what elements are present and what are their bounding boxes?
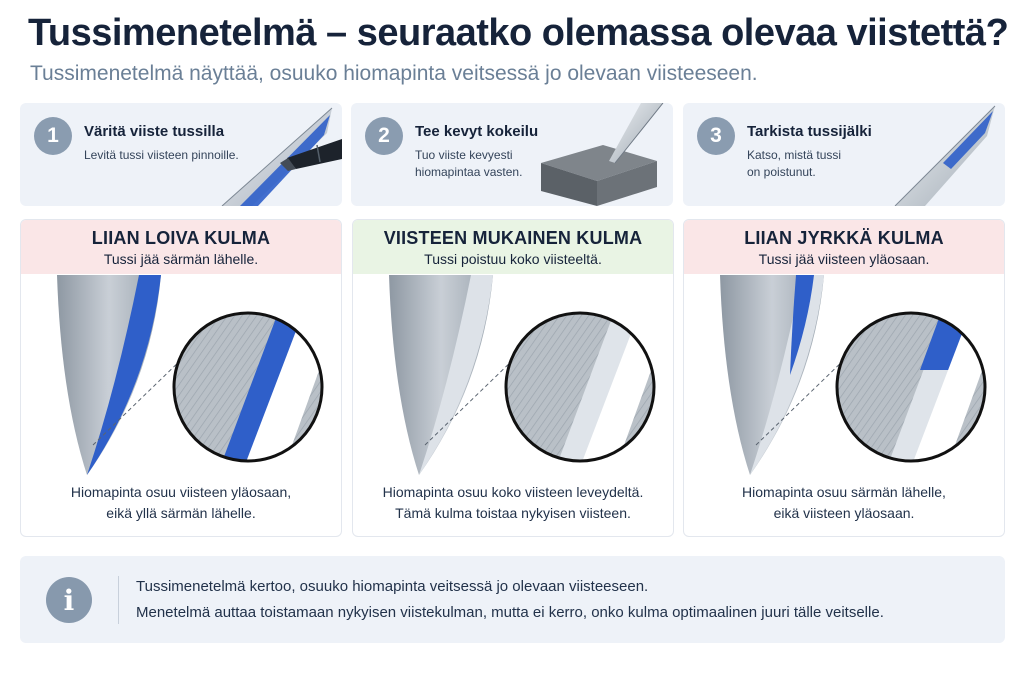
step-title: Tarkista tussijälki: [747, 123, 872, 140]
step-description: Levitä tussi viisteen pinnoille.: [84, 148, 239, 162]
panel-title: LIIAN JYRKKÄ KULMA: [744, 228, 944, 248]
panel-subtitle: Tussi jää särmän lähelle.: [103, 251, 259, 267]
panel-title: VIISTEEN MUKAINEN KULMA: [383, 228, 643, 248]
panel-header: [684, 220, 1004, 274]
divider: [118, 576, 119, 624]
panel-too-shallow: [20, 219, 342, 537]
step-card-3: [683, 103, 1005, 206]
panel-subtitle: Tussi poistuu koko viisteeltä.: [424, 251, 602, 267]
panel-subtitle: Tussi jää viisteen yläosaan.: [758, 251, 930, 267]
panel-header: [353, 220, 673, 274]
panel-title: LIIAN LOIVA KULMA: [91, 228, 271, 248]
panel-correct-angle: [352, 219, 674, 537]
info-text-line-1: Tussimenetelmä kertoo, osuuko hiomapinta veitsessä jo olevaan viisteeseen.: [136, 578, 649, 595]
info-box: [20, 556, 1005, 643]
step-title: Tee kevyt kokeilu: [415, 123, 539, 140]
step-number-badge: 2: [365, 117, 403, 155]
knife-blade-illustration: [684, 275, 1005, 480]
step-card-1: [20, 103, 342, 206]
panel-caption: Hiomapinta osuu koko viisteen leveydeltä. Tämä kulma toistaa nykyisen viisteen.: [382, 484, 644, 521]
step-description: Tuo viiste kevyesti hiomapintaa vasten.: [415, 148, 523, 179]
inspected-blade-icon: [855, 103, 1005, 206]
page-title: Tussimenetelmä – seuraatko olemassa olevaa viistettä?: [28, 12, 1009, 54]
panel-too-steep: [683, 219, 1005, 537]
panel-caption: Hiomapinta osuu viisteen yläosaan, eikä yllä särmän lähelle.: [70, 484, 292, 521]
info-icon: i: [46, 577, 92, 623]
page-subtitle: Tussimenetelmä näyttää, osuuko hiomapinta veitsessä jo olevaan viisteeseen.: [30, 62, 758, 85]
panel-caption: Hiomapinta osuu särmän lähelle, eikä viisteen yläosaan.: [742, 484, 946, 521]
marker-on-blade-icon: [192, 103, 342, 206]
step-number-badge: 3: [697, 117, 735, 155]
knife-blade-illustration: [21, 275, 342, 480]
step-title: Väritä viiste tussilla: [84, 123, 225, 140]
step-card-2: [351, 103, 673, 206]
panel-header: [21, 220, 341, 274]
step-description: Katso, mistä tussi on poistunut.: [747, 148, 842, 179]
knife-blade-illustration: [353, 275, 674, 480]
steps-row: [20, 103, 1005, 206]
step-number-badge: 1: [34, 117, 72, 155]
info-text-line-2: Menetelmä auttaa toistamaan nykyisen viistekulman, mutta ei kerro, onko kulma optimaalinen juuri tälle veitselle.: [136, 604, 884, 621]
whetstone-icon: [533, 103, 673, 206]
